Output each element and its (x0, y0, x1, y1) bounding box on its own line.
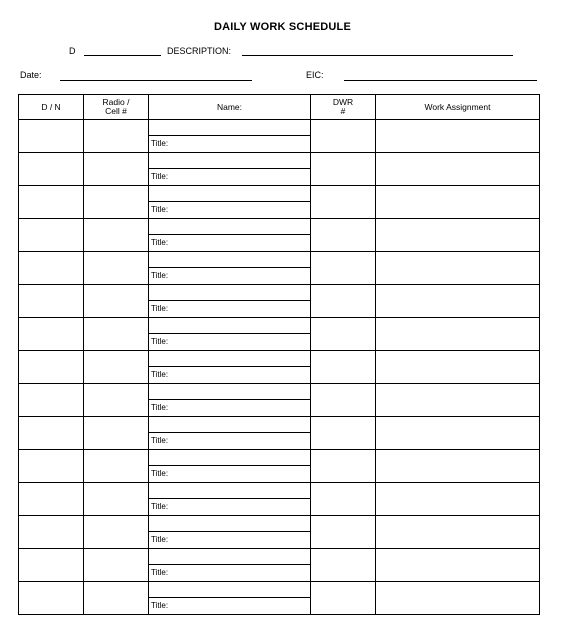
title-field[interactable] (149, 301, 310, 317)
title-field[interactable] (149, 499, 310, 515)
dwr-cell[interactable] (311, 186, 376, 219)
work-assignment-cell[interactable] (376, 318, 540, 351)
table-row (19, 450, 540, 483)
dwr-cell[interactable] (311, 120, 376, 153)
work-assignment-cell[interactable] (376, 186, 540, 219)
title-label: Title: (151, 568, 169, 577)
work-assignment-cell[interactable] (376, 549, 540, 582)
radio-cell-cell[interactable] (84, 351, 149, 384)
name-field[interactable] (149, 153, 310, 169)
dn-cell[interactable] (19, 516, 84, 549)
radio-cell-cell[interactable] (84, 384, 149, 417)
title-label: Title: (151, 337, 169, 346)
title-label: Title: (151, 370, 169, 379)
name-field[interactable] (149, 582, 310, 598)
title-label: Title: (151, 238, 169, 247)
radio-cell-cell[interactable] (84, 153, 149, 186)
name-cell (149, 483, 311, 516)
dwr-cell[interactable] (311, 219, 376, 252)
name-cell (149, 351, 311, 384)
table-row (19, 384, 540, 417)
name-field[interactable] (149, 252, 310, 268)
dn-cell[interactable] (19, 318, 84, 351)
radio-cell-cell[interactable] (84, 549, 149, 582)
title-field[interactable] (149, 235, 310, 251)
name-field[interactable] (149, 516, 310, 532)
dn-cell[interactable] (19, 384, 84, 417)
work-assignment-cell[interactable] (376, 417, 540, 450)
work-assignment-cell[interactable] (376, 450, 540, 483)
title-label: Title: (151, 469, 169, 478)
table-row (19, 318, 540, 351)
dn-cell[interactable] (19, 285, 84, 318)
work-assignment-cell[interactable] (376, 285, 540, 318)
dn-cell[interactable] (19, 351, 84, 384)
table-row (19, 153, 540, 186)
dwr-cell[interactable] (311, 285, 376, 318)
title-field[interactable] (149, 565, 310, 581)
name-cell (149, 417, 311, 450)
work-assignment-cell[interactable] (376, 120, 540, 153)
name-field[interactable] (149, 351, 310, 367)
title-label: Title: (151, 535, 169, 544)
radio-cell-cell[interactable] (84, 252, 149, 285)
work-assignment-cell[interactable] (376, 516, 540, 549)
description-field[interactable] (242, 55, 513, 56)
radio-cell-cell[interactable] (84, 417, 149, 450)
dn-cell[interactable] (19, 120, 84, 153)
dn-cell[interactable] (19, 483, 84, 516)
column-header-work-assignment: Work Assignment (376, 95, 540, 120)
table-row (19, 549, 540, 582)
dwr-cell[interactable] (311, 516, 376, 549)
table-row (19, 120, 540, 153)
table-row (19, 417, 540, 450)
table-row (19, 582, 540, 615)
title-label: Title: (151, 436, 169, 445)
name-field[interactable] (149, 549, 310, 565)
radio-cell-cell[interactable] (84, 483, 149, 516)
title-label: Title: (151, 205, 169, 214)
name-field[interactable] (149, 120, 310, 136)
title-field[interactable] (149, 400, 310, 416)
name-cell (149, 153, 311, 186)
dwr-cell[interactable] (311, 549, 376, 582)
radio-cell-cell[interactable] (84, 120, 149, 153)
name-field[interactable] (149, 219, 310, 235)
dn-cell[interactable] (19, 582, 84, 615)
title-label: Title: (151, 403, 169, 412)
radio-cell-cell[interactable] (84, 186, 149, 219)
title-label: Title: (151, 601, 169, 610)
table-row (19, 516, 540, 549)
name-cell (149, 549, 311, 582)
column-header-name: Name: (149, 95, 311, 120)
dwr-cell[interactable] (311, 351, 376, 384)
name-cell (149, 318, 311, 351)
name-field[interactable] (149, 384, 310, 400)
radio-cell-cell[interactable] (84, 450, 149, 483)
title-field[interactable] (149, 466, 310, 482)
title-label: Title: (151, 271, 169, 280)
name-field[interactable] (149, 186, 310, 202)
name-cell (149, 252, 311, 285)
radio-cell-cell[interactable] (84, 285, 149, 318)
dn-cell[interactable] (19, 186, 84, 219)
name-cell (149, 120, 311, 153)
name-cell (149, 450, 311, 483)
name-cell (149, 582, 311, 615)
dn-cell[interactable] (19, 153, 84, 186)
table-row (19, 219, 540, 252)
name-cell (149, 384, 311, 417)
title-field[interactable] (149, 334, 310, 350)
name-cell (149, 219, 311, 252)
column-header-dn: D / N (19, 95, 84, 120)
name-cell (149, 285, 311, 318)
dwr-cell[interactable] (311, 318, 376, 351)
radio-cell-cell[interactable] (84, 219, 149, 252)
dwr-cell[interactable] (311, 450, 376, 483)
table-row (19, 186, 540, 219)
work-assignment-cell[interactable] (376, 153, 540, 186)
title-field[interactable] (149, 169, 310, 185)
title-label: Title: (151, 502, 169, 511)
work-assignment-cell[interactable] (376, 384, 540, 417)
work-assignment-cell[interactable] (376, 582, 540, 615)
dn-cell[interactable] (19, 549, 84, 582)
radio-cell-cell[interactable] (84, 582, 149, 615)
title-field[interactable] (149, 532, 310, 548)
name-field[interactable] (149, 450, 310, 466)
dn-cell[interactable] (19, 252, 84, 285)
date-label: Date: (20, 70, 42, 80)
dwr-cell[interactable] (311, 417, 376, 450)
radio-cell-cell[interactable] (84, 516, 149, 549)
work-assignment-cell[interactable] (376, 252, 540, 285)
description-label: DESCRIPTION: (167, 46, 232, 56)
title-field[interactable] (149, 136, 310, 152)
table-row (19, 285, 540, 318)
title-field[interactable] (149, 367, 310, 383)
name-field[interactable] (149, 417, 310, 433)
dwr-cell[interactable] (311, 153, 376, 186)
dn-cell[interactable] (19, 219, 84, 252)
table-row (19, 351, 540, 384)
schedule-table (18, 94, 540, 615)
work-assignment-cell[interactable] (376, 219, 540, 252)
dn-cell[interactable] (19, 450, 84, 483)
title-label: Title: (151, 139, 169, 148)
column-header-radio-cell: Radio / Cell # (84, 95, 149, 120)
page-title: DAILY WORK SCHEDULE (213, 21, 352, 33)
eic-field[interactable] (344, 80, 537, 81)
radio-cell-cell[interactable] (84, 318, 149, 351)
eic-label: EIC: (306, 70, 324, 80)
title-field[interactable] (149, 433, 310, 449)
d-label: D (69, 46, 76, 56)
table-body (19, 120, 540, 615)
table-row (19, 252, 540, 285)
date-field[interactable] (60, 80, 252, 81)
name-cell (149, 186, 311, 219)
title-label: Title: (151, 172, 169, 181)
name-field[interactable] (149, 285, 310, 301)
title-field[interactable] (149, 598, 310, 614)
title-field[interactable] (149, 268, 310, 284)
column-header-dwr: DWR # (311, 95, 376, 120)
table-header-row (19, 95, 540, 120)
title-label: Title: (151, 304, 169, 313)
name-field[interactable] (149, 318, 310, 334)
table-row (19, 483, 540, 516)
name-field[interactable] (149, 483, 310, 499)
title-field[interactable] (149, 202, 310, 218)
work-assignment-cell[interactable] (376, 483, 540, 516)
dwr-cell[interactable] (311, 384, 376, 417)
dwr-cell[interactable] (311, 483, 376, 516)
dn-cell[interactable] (19, 417, 84, 450)
work-assignment-cell[interactable] (376, 351, 540, 384)
d-field[interactable] (84, 55, 161, 56)
dwr-cell[interactable] (311, 252, 376, 285)
name-cell (149, 516, 311, 549)
dwr-cell[interactable] (311, 582, 376, 615)
